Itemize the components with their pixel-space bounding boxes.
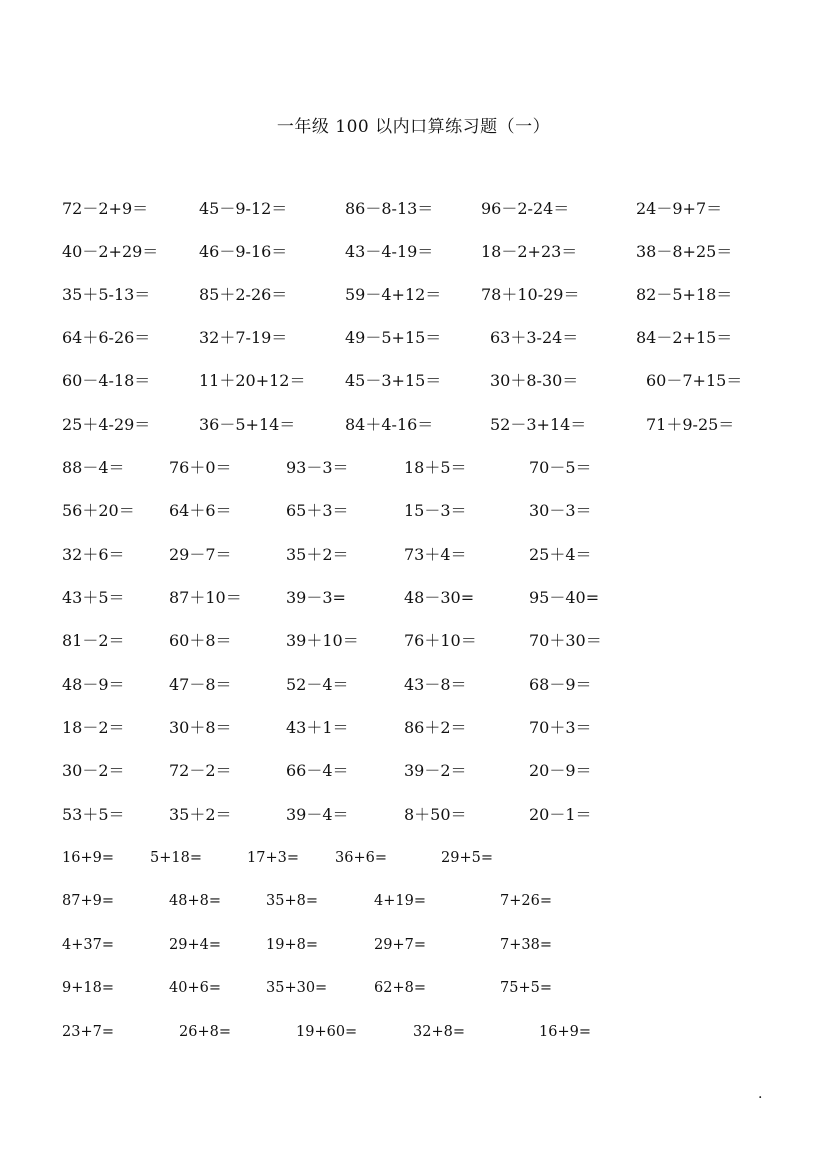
- problem-item: 48－9＝: [62, 675, 125, 694]
- problem-item: 85＋2-26＝: [199, 285, 288, 304]
- problem-item: 66－4＝: [286, 761, 349, 780]
- problem-item: 18－2＝: [62, 718, 125, 737]
- problem-item: 73＋4＝: [404, 545, 467, 564]
- problem-item: 87＋10＝: [169, 588, 242, 607]
- problem-item: 7+26=: [500, 893, 552, 909]
- problem-item: 48－30=: [404, 588, 475, 607]
- problem-row: [0, 716, 827, 740]
- problem-item: 16+9=: [62, 850, 114, 866]
- problem-item: 36－5+14＝: [199, 415, 296, 434]
- problem-item: 23+7=: [62, 1024, 114, 1040]
- problem-item: 29－7＝: [169, 545, 232, 564]
- problem-row: [0, 673, 827, 697]
- problem-item: 60－7+15＝: [646, 371, 743, 390]
- problem-row: [0, 846, 827, 870]
- problem-item: 45－3+15＝: [345, 371, 442, 390]
- problem-row: [0, 240, 827, 264]
- problem-item: 32＋6＝: [62, 545, 125, 564]
- problem-row: [0, 197, 827, 221]
- problem-item: 35+30=: [266, 980, 328, 996]
- problem-row: [0, 283, 827, 307]
- problem-item: 88－4＝: [62, 458, 125, 477]
- problem-item: 30＋8-30＝: [490, 371, 579, 390]
- problem-item: 95－40=: [529, 588, 600, 607]
- problem-item: 30＋8＝: [169, 718, 232, 737]
- problem-item: 49－5+15＝: [345, 328, 442, 347]
- problem-item: 43－4-19＝: [345, 242, 434, 261]
- problem-item: 70＋30＝: [529, 631, 602, 650]
- problem-row: [0, 629, 827, 653]
- problem-item: 40+6=: [169, 980, 221, 996]
- footer-mark: .: [758, 1086, 763, 1102]
- problem-item: 47－8＝: [169, 675, 232, 694]
- problem-item: 75+5=: [500, 980, 552, 996]
- problem-row: [0, 759, 827, 783]
- problem-item: 30－3＝: [529, 501, 592, 520]
- problem-item: 35＋2＝: [169, 805, 232, 824]
- problem-item: 18－2+23＝: [481, 242, 578, 261]
- problem-item: 15－3＝: [404, 501, 467, 520]
- problem-item: 72－2+9＝: [62, 199, 149, 218]
- problem-item: 87+9=: [62, 893, 114, 909]
- problem-item: 86－8-13＝: [345, 199, 434, 218]
- problem-item: 32＋7-19＝: [199, 328, 288, 347]
- problem-item: 9+18=: [62, 980, 114, 996]
- problem-item: 20－9＝: [529, 761, 592, 780]
- problem-item: 59－4+12＝: [345, 285, 442, 304]
- problem-item: 68－9＝: [529, 675, 592, 694]
- problem-item: 70＋3＝: [529, 718, 592, 737]
- problem-item: 16+9=: [539, 1024, 591, 1040]
- problem-item: 38－8+25＝: [636, 242, 733, 261]
- problem-row: [0, 889, 827, 913]
- problem-item: 43－8＝: [404, 675, 467, 694]
- problem-item: 35＋2＝: [286, 545, 349, 564]
- problem-item: 84－2+15＝: [636, 328, 733, 347]
- problem-item: 29+7=: [374, 937, 426, 953]
- problem-item: 71＋9-25＝: [646, 415, 735, 434]
- problem-item: 4+37=: [62, 937, 114, 953]
- problem-item: 76＋10＝: [404, 631, 477, 650]
- problem-item: 36+6=: [335, 850, 387, 866]
- problem-item: 93－3＝: [286, 458, 349, 477]
- problem-item: 35+8=: [266, 893, 318, 909]
- problem-item: 25＋4-29＝: [62, 415, 151, 434]
- problem-item: 8＋50＝: [404, 805, 467, 824]
- problem-item: 17+3=: [247, 850, 299, 866]
- problem-item: 70－5＝: [529, 458, 592, 477]
- problem-item: 35＋5-13＝: [62, 285, 151, 304]
- problem-item: 43＋1＝: [286, 718, 349, 737]
- problem-row: [0, 369, 827, 393]
- problem-item: 46－9-16＝: [199, 242, 288, 261]
- problem-item: 18＋5＝: [404, 458, 467, 477]
- problem-row: [0, 326, 827, 350]
- problem-item: 5+18=: [150, 850, 202, 866]
- problem-item: 29+5=: [441, 850, 493, 866]
- problem-item: 48+8=: [169, 893, 221, 909]
- problem-item: 20－1＝: [529, 805, 592, 824]
- problem-item: 60－4-18＝: [62, 371, 151, 390]
- problem-item: 82－5+18＝: [636, 285, 733, 304]
- problem-row: [0, 803, 827, 827]
- problem-item: 39＋10＝: [286, 631, 359, 650]
- problem-item: 30－2＝: [62, 761, 125, 780]
- problem-item: 24－9+7＝: [636, 199, 723, 218]
- problem-item: 53＋5＝: [62, 805, 125, 824]
- problem-item: 64＋6＝: [169, 501, 232, 520]
- problem-item: 19+60=: [296, 1024, 358, 1040]
- problem-item: 39－2＝: [404, 761, 467, 780]
- problem-item: 32+8=: [413, 1024, 465, 1040]
- problem-item: 65＋3＝: [286, 501, 349, 520]
- problem-row: [0, 413, 827, 437]
- problem-row: [0, 499, 827, 523]
- problem-item: 40－2+29＝: [62, 242, 159, 261]
- problem-row: [0, 976, 827, 1000]
- problem-item: 84＋4-16＝: [345, 415, 434, 434]
- problem-row: [0, 586, 827, 610]
- problem-item: 52－3+14＝: [490, 415, 587, 434]
- page-title: 一年级 100 以内口算练习题（一）: [276, 117, 551, 137]
- problem-item: 39－4＝: [286, 805, 349, 824]
- problem-item: 81－2＝: [62, 631, 125, 650]
- problem-row: [0, 933, 827, 957]
- problem-item: 7+38=: [500, 937, 552, 953]
- problem-item: 25＋4＝: [529, 545, 592, 564]
- problem-item: 26+8=: [179, 1024, 231, 1040]
- problem-item: 19+8=: [266, 937, 318, 953]
- problem-item: 45－9-12＝: [199, 199, 288, 218]
- problem-item: 96－2-24＝: [481, 199, 570, 218]
- problem-item: 62+8=: [374, 980, 426, 996]
- problem-item: 52－4＝: [286, 675, 349, 694]
- problem-item: 72－2＝: [169, 761, 232, 780]
- problem-item: 76＋0＝: [169, 458, 232, 477]
- problem-row: [0, 1020, 827, 1044]
- problem-item: 11＋20+12＝: [199, 371, 306, 390]
- problem-row: [0, 456, 827, 480]
- problem-item: 4+19=: [374, 893, 426, 909]
- problem-item: 86＋2＝: [404, 718, 467, 737]
- problem-item: 60＋8＝: [169, 631, 232, 650]
- problem-item: 56＋20＝: [62, 501, 135, 520]
- problem-item: 43＋5＝: [62, 588, 125, 607]
- problem-item: 29+4=: [169, 937, 221, 953]
- problem-row: [0, 543, 827, 567]
- problem-item: 39－3=: [286, 588, 346, 607]
- problem-item: 63＋3-24＝: [490, 328, 579, 347]
- problem-item: 64＋6-26＝: [62, 328, 151, 347]
- problem-item: 78＋10-29＝: [481, 285, 580, 304]
